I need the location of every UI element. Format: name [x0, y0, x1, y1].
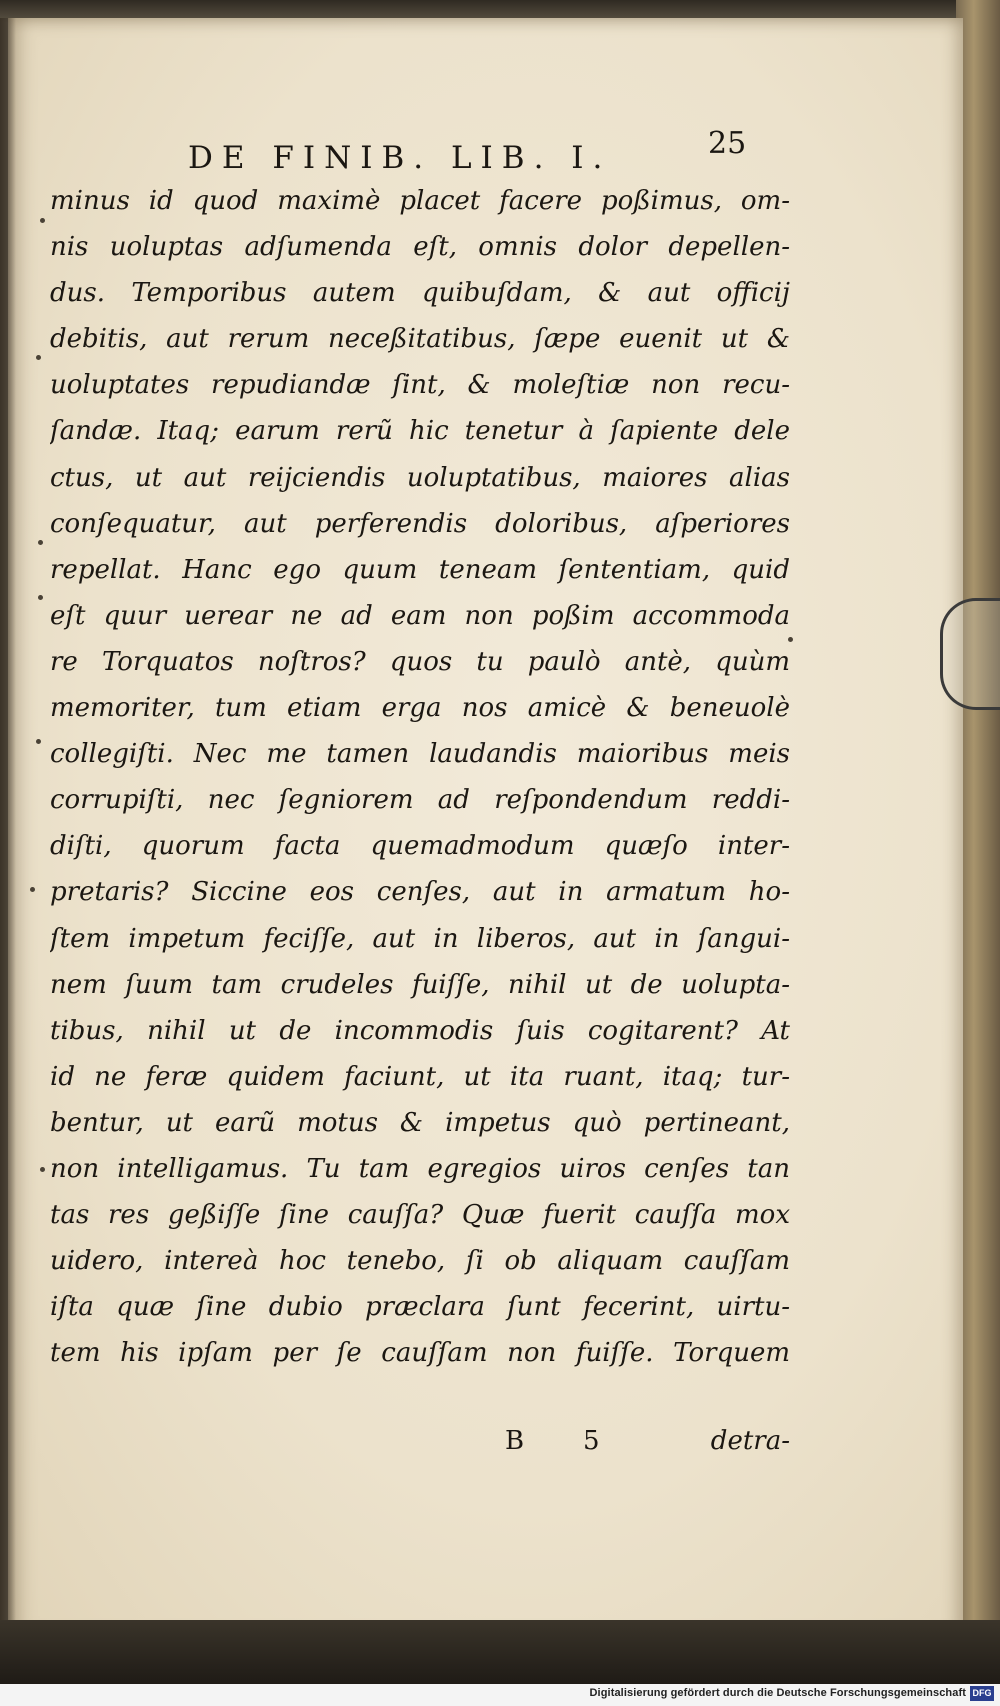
text-line: collegiſti. Nec me tamen laudandis maioribus meis	[50, 739, 790, 770]
text-line: non intelligamus. Tu tam egregios uiros cenſes tan	[50, 1153, 790, 1184]
margin-mark	[36, 355, 41, 360]
margin-mark	[40, 218, 45, 223]
margin-mark	[788, 637, 793, 642]
text-line: uoluptates repudiandæ ſint, & moleſtiæ non recu-	[50, 370, 790, 401]
signature-mark: B	[505, 1426, 525, 1456]
signature-number: 5	[583, 1426, 600, 1456]
text-line: ctus, ut aut reijciendis uoluptatibus, maiores alias	[50, 462, 790, 493]
text-line: tibus, nihil ut de incommodis ſuis cogitarent? At	[50, 1015, 790, 1046]
gutter-shadow	[0, 18, 16, 1638]
text-line: bentur, ut earũ motus & impetus quò pertineant,	[50, 1107, 790, 1138]
text-line: uidero, intereà hoc tenebo, ſi ob aliquam cauſſam	[50, 1246, 790, 1277]
page-clip	[940, 598, 1000, 710]
text-line: dus. Temporibus autem quibuſdam, & aut officij	[50, 278, 790, 309]
margin-mark	[38, 595, 43, 600]
text-line: debitis, aut rerum neceßitatibus, ſæpe euenit ut &	[50, 324, 790, 355]
text-line: memoriter, tum etiam erga nos amicè & beneuolè	[50, 693, 790, 724]
text-line: re Torquatos noſtros? quos tu paulò antè, quùm	[50, 646, 790, 677]
text-line: corrupiſti, nec ſegniorem ad reſpondendum reddi-	[50, 785, 790, 816]
text-line: repellat. Hanc ego quum teneam ſententiam, quid	[50, 554, 790, 585]
text-line: tas res geßiſſe ſine cauſſa? Quæ fuerit cauſſa mox	[50, 1200, 790, 1231]
text-line: ſandæ. Itaq; earum rerũ hic tenetur à ſapiente dele	[50, 416, 790, 447]
text-line: ſtem impetum feciſſe, aut in liberos, aut in ſangui-	[50, 923, 790, 954]
text-line: iſta quæ ſine dubio præclara ſunt fecerint, uirtu-	[50, 1292, 790, 1323]
text-line: eſt quur uerear ne ad eam non poßim accommoda	[50, 600, 790, 631]
text-line: nis uoluptas adſumenda eſt, omnis dolor depellen-	[50, 232, 790, 263]
text-line: tem his ipſam per ſe cauſſam non fuiſſe. Torquem	[50, 1338, 790, 1369]
margin-mark	[38, 540, 43, 545]
text-line: id ne feræ quidem faciunt, ut ita ruant, itaq; tur-	[50, 1061, 790, 1092]
page-footer-catchwords	[505, 1426, 790, 1472]
text-line: pretaris? Siccine eos cenſes, aut in armatum ho-	[50, 877, 790, 908]
text-line: minus id quod maximè placet facere poßimus, om-	[50, 186, 790, 216]
dfg-logo: DFG	[970, 1686, 994, 1701]
text-line: diſti, quorum facta quemadmodum quæſo inter-	[50, 831, 790, 862]
text-line: conſequatur, aut perferendis doloribus, aſperiores	[50, 508, 790, 539]
margin-mark	[36, 739, 41, 744]
text-line: nem ſuum tam crudeles fuiſſe, nihil ut de uolupta-	[50, 969, 790, 1000]
running-head: DE FINIB. LIB. I.	[188, 140, 612, 176]
body-text	[50, 178, 790, 1376]
scanner-board-bottom	[0, 1620, 1000, 1684]
margin-mark	[40, 1167, 45, 1172]
catchword: detra-	[710, 1426, 790, 1456]
digitization-credit: Digitalisierung gefördert durch die Deutsche Forschungsgemeinschaft	[589, 1687, 966, 1699]
page-number: 25	[708, 126, 747, 161]
margin-mark	[30, 887, 35, 892]
